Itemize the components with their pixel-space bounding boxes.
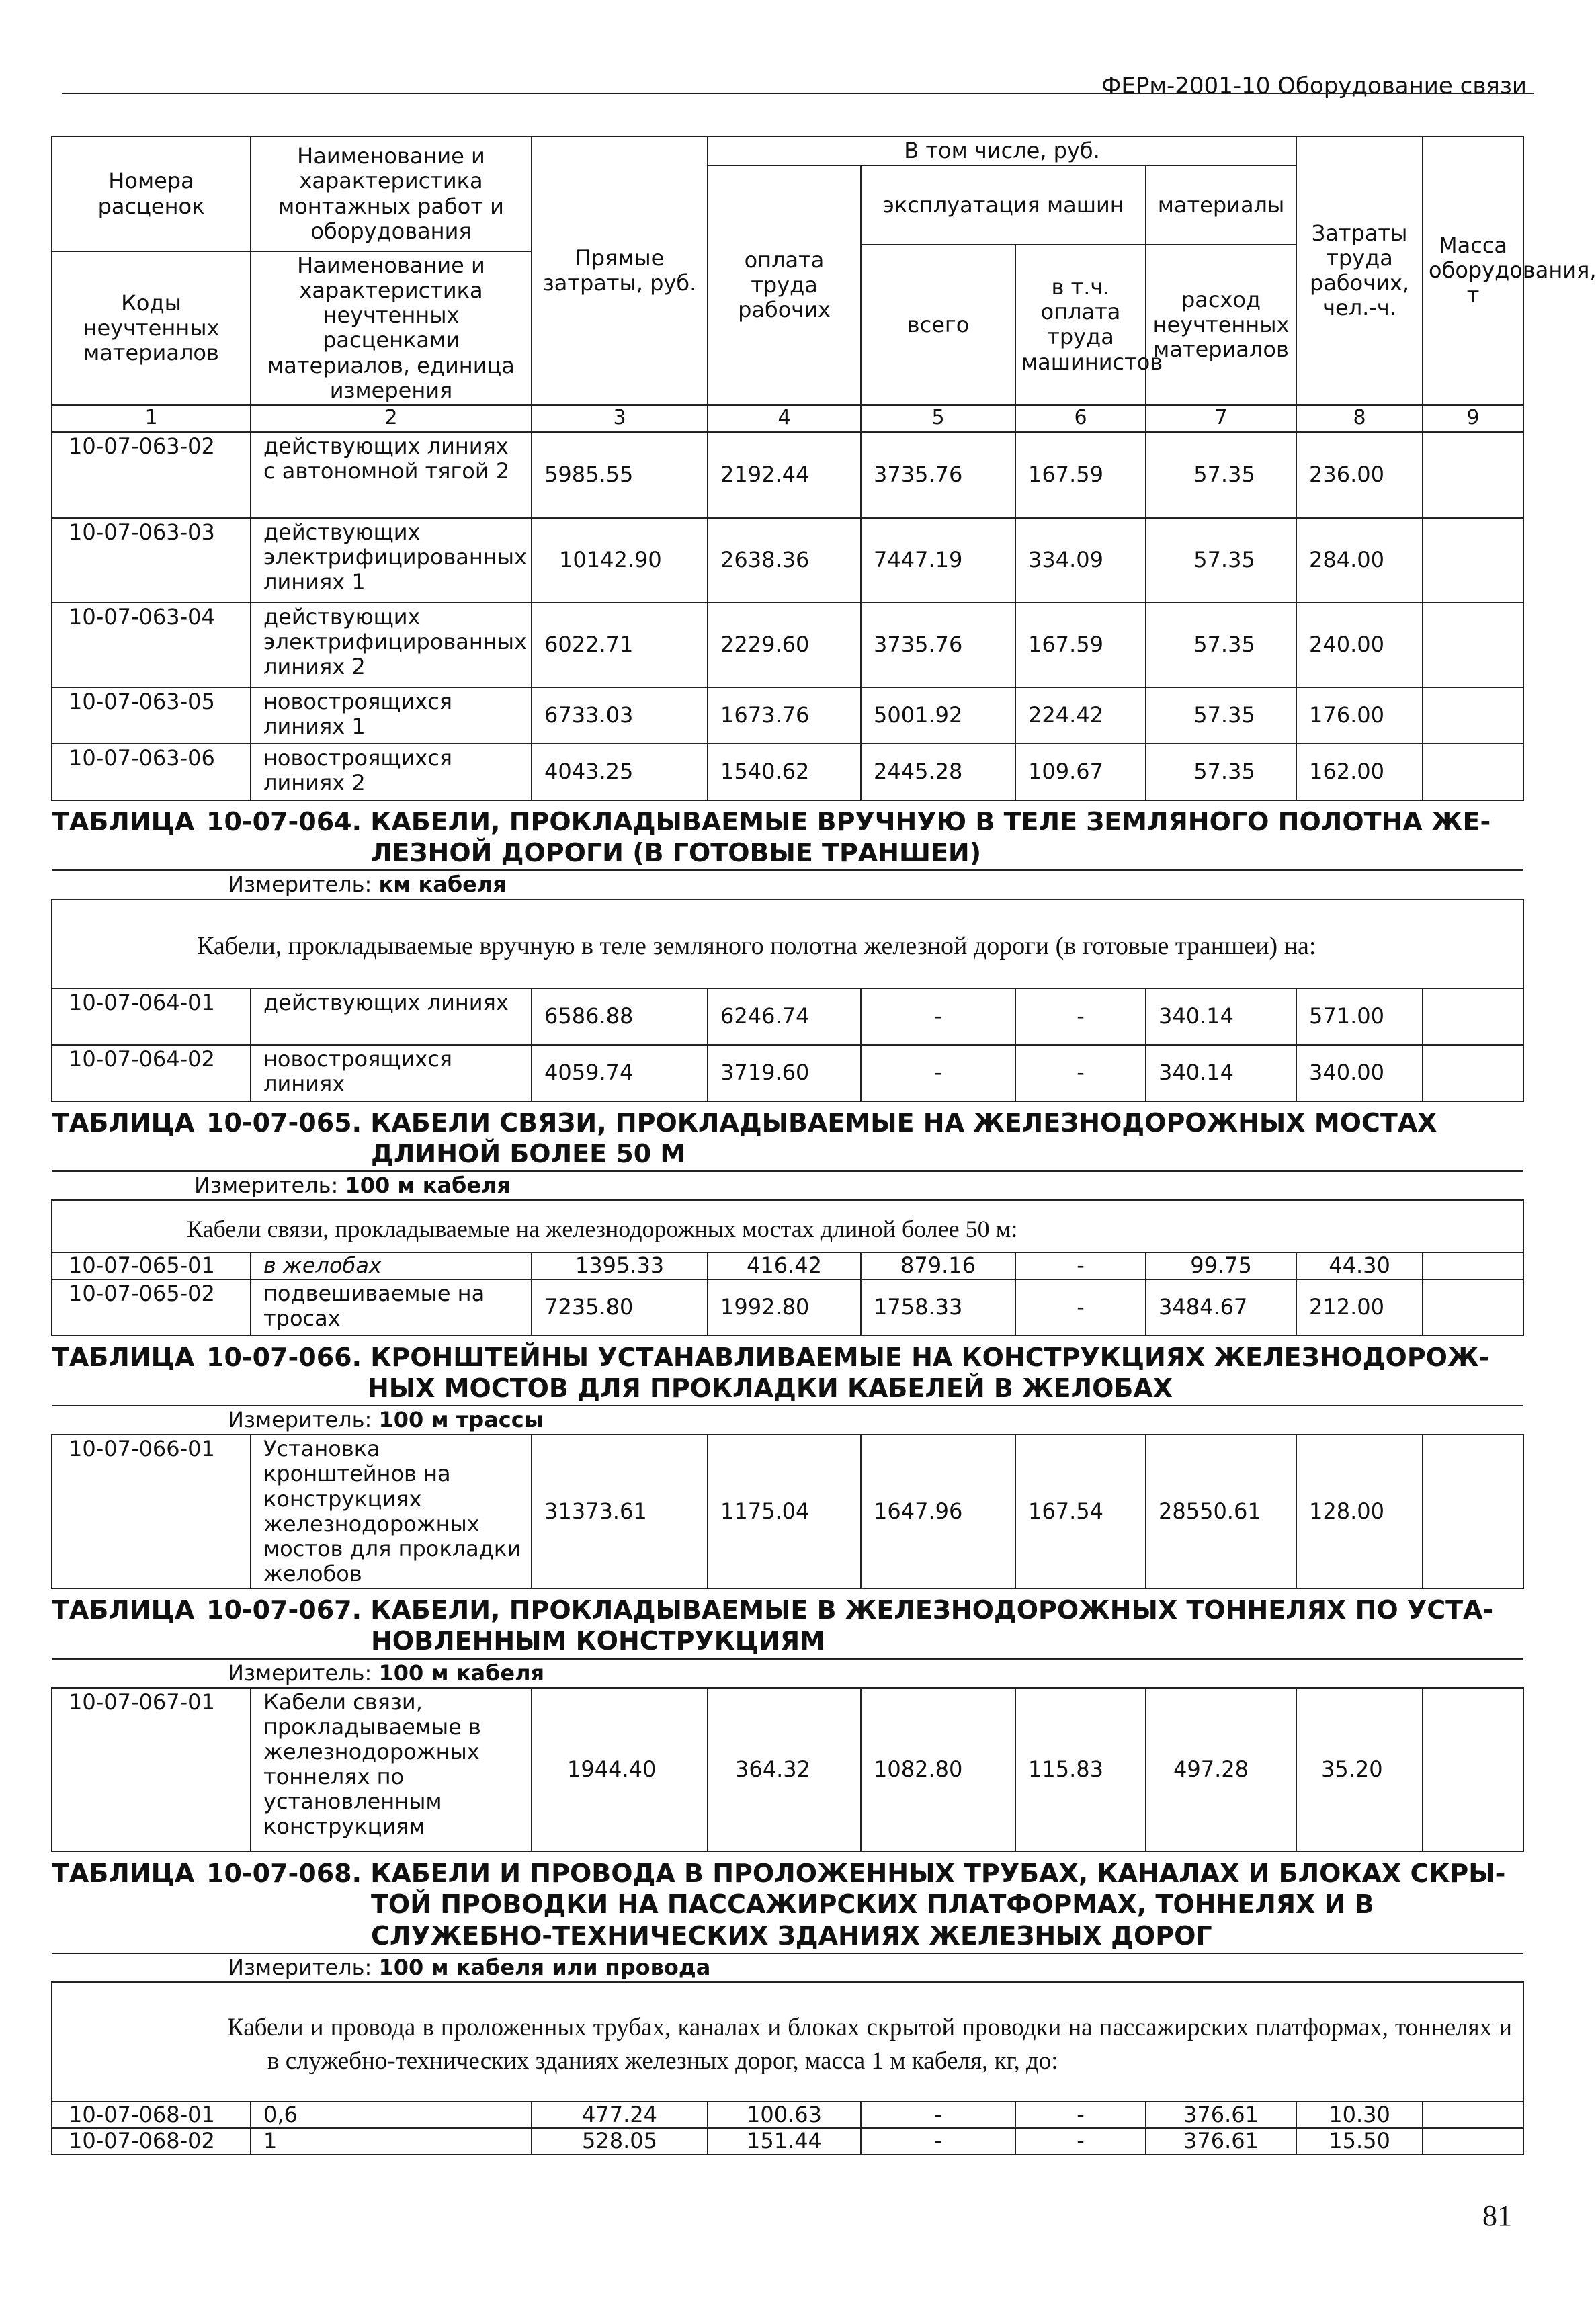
table-title-line1: 10-07-065. КАБЕЛИ СВЯЗИ, ПРОКЛАДЫВАЕМЫЕ НА ЖЕЛЕЗНОДОРОЖНЫХ МОСТАХ bbox=[206, 1107, 1437, 1138]
group-heading: Кабели и провода в проложенных трубах, каналах и блоках скрытой проводки на пассажирских платформах, тоннелях и в служебно-технических зданиях железных дорог, масса 1 м кабеля, кг, до: bbox=[52, 1982, 1523, 2102]
machines-wages: - bbox=[1015, 1252, 1146, 1279]
table-label: ТАБЛИЦА bbox=[52, 806, 195, 837]
rate-name: 0,6 bbox=[251, 2102, 532, 2128]
direct-cost: 1944.40 bbox=[532, 1688, 708, 1852]
header-machines-total: всего bbox=[861, 245, 1015, 405]
labor: 340.00 bbox=[1296, 1045, 1423, 1101]
wages: 100.63 bbox=[708, 2102, 861, 2128]
meter-row-068 bbox=[52, 1953, 1523, 1982]
machines-wages: - bbox=[1015, 2102, 1146, 2128]
materials: 28550.61 bbox=[1146, 1435, 1296, 1588]
table-title-line1: 10-07-066. КРОНШТЕЙНЫ УСТАНАВЛИВАЕМЫЕ НА КОНСТРУКЦИЯХ ЖЕЛЕЗНОДОРОЖ- bbox=[206, 1342, 1490, 1372]
colnum: 6 bbox=[1015, 405, 1146, 432]
table-title-rest: НОВЛЕННЫМ КОНСТРУКЦИЯМ bbox=[371, 1626, 825, 1656]
direct-cost: 6733.03 bbox=[532, 687, 708, 744]
header-labor: Затраты труда рабочих, чел.-ч. bbox=[1296, 136, 1423, 405]
meter-unit: 100 м кабеля или провода bbox=[378, 1954, 711, 1980]
wages: 1992.80 bbox=[708, 1279, 861, 1336]
wages: 1540.62 bbox=[708, 744, 861, 800]
direct-cost: 6586.88 bbox=[532, 988, 708, 1045]
header-codes-bottom: Коды неучтенных материалов bbox=[52, 251, 251, 405]
rate-name: новостроящихся линиях 2 bbox=[251, 744, 532, 800]
table-title-line1: 10-07-068. КАБЕЛИ И ПРОВОДА В ПРОЛОЖЕННЫХ ТРУБАХ, КАНАЛАХ И БЛОКАХ СКРЫ- bbox=[206, 1858, 1506, 1888]
machines-total: 3735.76 bbox=[861, 432, 1015, 518]
labor: 212.00 bbox=[1296, 1279, 1423, 1336]
wages: 2638.36 bbox=[708, 518, 861, 603]
table-row bbox=[52, 1045, 1523, 1101]
materials: 376.61 bbox=[1146, 2128, 1296, 2154]
direct-cost: 4059.74 bbox=[532, 1045, 708, 1101]
machines-total: - bbox=[861, 1045, 1015, 1101]
header-mass: Масса оборудования, т bbox=[1423, 136, 1523, 405]
materials: 57.35 bbox=[1146, 603, 1296, 687]
table-label: ТАБЛИЦА bbox=[52, 1858, 195, 1888]
header-machines: эксплуатация машин bbox=[861, 165, 1146, 245]
table-row bbox=[52, 1688, 1523, 1852]
direct-cost: 528.05 bbox=[532, 2128, 708, 2154]
rate-code: 10-07-064-01 bbox=[52, 988, 251, 1045]
materials: 497.28 bbox=[1146, 1688, 1296, 1852]
colnum: 9 bbox=[1423, 405, 1523, 432]
header-materials-unaccounted: расход неучтенных материалов bbox=[1146, 245, 1296, 405]
rate-name: Кабели связи, прокладываемые в железнодорожных тоннелях по установленным конструкциям bbox=[251, 1688, 532, 1852]
colnum: 4 bbox=[708, 405, 861, 432]
page-number: 81 bbox=[1482, 2199, 1512, 2232]
direct-cost: 31373.61 bbox=[532, 1435, 708, 1588]
meter-label: Измеритель: bbox=[194, 1173, 339, 1199]
machines-total: 5001.92 bbox=[861, 687, 1015, 744]
wages: 1673.76 bbox=[708, 687, 861, 744]
table-label: ТАБЛИЦА bbox=[52, 1342, 195, 1372]
rate-code: 10-07-063-06 bbox=[52, 744, 251, 800]
labor: 15.50 bbox=[1296, 2128, 1423, 2154]
meter-unit: км кабеля bbox=[378, 871, 507, 898]
rate-code: 10-07-063-04 bbox=[52, 603, 251, 687]
machines-total: 879.16 bbox=[861, 1252, 1015, 1279]
header-name-bottom: Наименование и характеристика неучтенных расценками материалов, единица измерения bbox=[251, 251, 532, 405]
table-row bbox=[52, 432, 1523, 518]
table-row bbox=[52, 988, 1523, 1045]
machines-wages: 115.83 bbox=[1015, 1688, 1146, 1852]
table-row bbox=[52, 687, 1523, 744]
mass bbox=[1423, 1252, 1523, 1279]
header-rule bbox=[62, 93, 1534, 94]
rate-name: 1 bbox=[251, 2128, 532, 2154]
meter-row-067 bbox=[52, 1659, 1523, 1688]
labor: 176.00 bbox=[1296, 687, 1423, 744]
header-codes-top: Номера расценок bbox=[52, 136, 251, 251]
group-heading: Кабели связи, прокладываемые на железнодорожных мостах длиной более 50 м: bbox=[52, 1200, 1523, 1252]
rate-name: новостроящихся линиях bbox=[251, 1045, 532, 1101]
rate-name: подвешиваемые на тросах bbox=[251, 1279, 532, 1336]
colnum: 3 bbox=[532, 405, 708, 432]
mass bbox=[1423, 744, 1523, 800]
table-row bbox=[52, 1252, 1523, 1279]
rate-name: в желобах bbox=[251, 1252, 532, 1279]
machines-wages: - bbox=[1015, 988, 1146, 1045]
materials: 99.75 bbox=[1146, 1252, 1296, 1279]
machines-wages: 334.09 bbox=[1015, 518, 1146, 603]
rate-code: 10-07-065-01 bbox=[52, 1252, 251, 1279]
table-title-068 bbox=[52, 1852, 1523, 1953]
mass bbox=[1423, 1279, 1523, 1336]
machines-total: 3735.76 bbox=[861, 603, 1015, 687]
mass bbox=[1423, 1435, 1523, 1588]
labor: 240.00 bbox=[1296, 603, 1423, 687]
meter-label: Измеритель: bbox=[228, 871, 372, 898]
direct-cost: 10142.90 bbox=[532, 518, 708, 603]
machines-wages: - bbox=[1015, 1279, 1146, 1336]
rate-code: 10-07-065-02 bbox=[52, 1279, 251, 1336]
rate-name: действующих линиях bbox=[251, 988, 532, 1045]
rate-code: 10-07-068-01 bbox=[52, 2102, 251, 2128]
table-title-064 bbox=[52, 800, 1523, 871]
direct-cost: 7235.80 bbox=[532, 1279, 708, 1336]
rate-name: действующих линиях с автономной тягой 2 bbox=[251, 432, 532, 518]
direct-cost: 5985.55 bbox=[532, 432, 708, 518]
machines-total: 1082.80 bbox=[861, 1688, 1015, 1852]
meter-row-066 bbox=[52, 1406, 1523, 1435]
machines-total: - bbox=[861, 2102, 1015, 2128]
rate-code: 10-07-063-02 bbox=[52, 432, 251, 518]
mass bbox=[1423, 1688, 1523, 1852]
direct-cost: 4043.25 bbox=[532, 744, 708, 800]
rate-code: 10-07-068-02 bbox=[52, 2128, 251, 2154]
machines-wages: - bbox=[1015, 1045, 1146, 1101]
table-row bbox=[52, 518, 1523, 603]
header-including: В том числе, руб. bbox=[708, 136, 1296, 165]
rate-name: действующих электрифицированных линиях 2 bbox=[251, 603, 532, 687]
wages: 3719.60 bbox=[708, 1045, 861, 1101]
colnum: 5 bbox=[861, 405, 1015, 432]
materials: 57.35 bbox=[1146, 518, 1296, 603]
labor: 10.30 bbox=[1296, 2102, 1423, 2128]
direct-cost: 6022.71 bbox=[532, 603, 708, 687]
column-numbers bbox=[52, 405, 1523, 432]
mass bbox=[1423, 432, 1523, 518]
colnum: 8 bbox=[1296, 405, 1423, 432]
table-title-rest: ТОЙ ПРОВОДКИ НА ПАССАЖИРСКИХ ПЛАТФОРМАХ, ТОННЕЛЯХ И В СЛУЖЕБНО-ТЕХНИЧЕСКИХ ЗДАНИЯХ ЖЕЛЕЗНЫХ ДОРОГ bbox=[371, 1889, 1374, 1951]
group-row-068 bbox=[52, 1982, 1523, 2102]
wages: 364.32 bbox=[708, 1688, 861, 1852]
table-row bbox=[52, 2128, 1523, 2154]
wages: 6246.74 bbox=[708, 988, 861, 1045]
labor: 44.30 bbox=[1296, 1252, 1423, 1279]
mass bbox=[1423, 518, 1523, 603]
colnum: 1 bbox=[52, 405, 251, 432]
table-label: ТАБЛИЦА bbox=[52, 1107, 195, 1138]
rate-code: 10-07-067-01 bbox=[52, 1688, 251, 1852]
mass bbox=[1423, 687, 1523, 744]
labor: 128.00 bbox=[1296, 1435, 1423, 1588]
mass bbox=[1423, 603, 1523, 687]
meter-row-065 bbox=[52, 1171, 1523, 1200]
direct-cost: 477.24 bbox=[532, 2102, 708, 2128]
header-machines-wages: в т.ч. оплата труда машинистов bbox=[1015, 245, 1146, 405]
wages: 416.42 bbox=[708, 1252, 861, 1279]
meter-label: Измеритель: bbox=[228, 1660, 372, 1686]
rate-code: 10-07-063-03 bbox=[52, 518, 251, 603]
table-row bbox=[52, 1435, 1523, 1588]
wages: 1175.04 bbox=[708, 1435, 861, 1588]
group-heading: Кабели, прокладываемые вручную в теле земляного полотна железной дороги (в готовые траншеи) на: bbox=[52, 900, 1523, 988]
labor: 162.00 bbox=[1296, 744, 1423, 800]
header-row-1 bbox=[52, 136, 1523, 165]
machines-total: - bbox=[861, 2128, 1015, 2154]
machines-wages: 167.54 bbox=[1015, 1435, 1146, 1588]
machines-total: 1647.96 bbox=[861, 1435, 1015, 1588]
machines-total: 1758.33 bbox=[861, 1279, 1015, 1336]
table-title-rest: НЫХ МОСТОВ ДЛЯ ПРОКЛАДКИ КАБЕЛЕЙ В ЖЕЛОБАХ bbox=[368, 1373, 1173, 1403]
mass bbox=[1423, 1045, 1523, 1101]
materials: 376.61 bbox=[1146, 2102, 1296, 2128]
rate-name: действующих электрифицированных линиях 1 bbox=[251, 518, 532, 603]
table-title-rest: ЛЕЗНОЙ ДОРОГИ (В ГОТОВЫЕ ТРАНШЕИ) bbox=[371, 838, 982, 868]
mass bbox=[1423, 2128, 1523, 2154]
materials: 57.35 bbox=[1146, 687, 1296, 744]
table-row bbox=[52, 744, 1523, 800]
wages: 151.44 bbox=[708, 2128, 861, 2154]
meter-label: Измеритель: bbox=[228, 1954, 372, 1980]
machines-wages: - bbox=[1015, 2128, 1146, 2154]
rate-code: 10-07-063-05 bbox=[52, 687, 251, 744]
labor: 236.00 bbox=[1296, 432, 1423, 518]
materials: 57.35 bbox=[1146, 432, 1296, 518]
materials: 3484.67 bbox=[1146, 1279, 1296, 1336]
meter-unit: 100 м трассы bbox=[378, 1407, 544, 1433]
machines-total: 2445.28 bbox=[861, 744, 1015, 800]
table-label: ТАБЛИЦА bbox=[52, 1595, 195, 1625]
labor: 284.00 bbox=[1296, 518, 1423, 603]
machines-wages: 109.67 bbox=[1015, 744, 1146, 800]
header-name-top: Наименование и характеристика монтажных работ и оборудования bbox=[251, 136, 532, 251]
labor: 35.20 bbox=[1296, 1688, 1423, 1852]
table-title-line1: 10-07-064. КАБЕЛИ, ПРОКЛАДЫВАЕМЫЕ ВРУЧНУЮ В ТЕЛЕ ЗЕМЛЯНОГО ПОЛОТНА ЖЕ- bbox=[206, 806, 1491, 837]
colnum: 2 bbox=[251, 405, 532, 432]
materials: 57.35 bbox=[1146, 744, 1296, 800]
colnum: 7 bbox=[1146, 405, 1296, 432]
rate-code: 10-07-064-02 bbox=[52, 1045, 251, 1101]
table-row bbox=[52, 1279, 1523, 1336]
machines-wages: 167.59 bbox=[1015, 603, 1146, 687]
rate-code: 10-07-066-01 bbox=[52, 1435, 251, 1588]
meter-label: Измеритель: bbox=[228, 1407, 372, 1433]
table-row bbox=[52, 603, 1523, 687]
wages: 2229.60 bbox=[708, 603, 861, 687]
rate-name: новостроящихся линиях 1 bbox=[251, 687, 532, 744]
materials: 340.14 bbox=[1146, 1045, 1296, 1101]
header-direct: Прямые затраты, руб. bbox=[532, 136, 708, 405]
direct-cost: 1395.33 bbox=[532, 1252, 708, 1279]
table-title-066 bbox=[52, 1336, 1523, 1406]
header-materials: материалы bbox=[1146, 165, 1296, 245]
table-title-rest: ДЛИНОЙ БОЛЕЕ 50 М bbox=[371, 1138, 686, 1168]
labor: 571.00 bbox=[1296, 988, 1423, 1045]
group-row-065 bbox=[52, 1200, 1523, 1252]
meter-unit: 100 м кабеля bbox=[378, 1660, 545, 1686]
meter-unit: 100 м кабеля bbox=[345, 1173, 511, 1199]
machines-wages: 167.59 bbox=[1015, 432, 1146, 518]
machines-wages: 224.42 bbox=[1015, 687, 1146, 744]
wages: 2192.44 bbox=[708, 432, 861, 518]
mass bbox=[1423, 988, 1523, 1045]
table-row bbox=[52, 2102, 1523, 2128]
machines-total: - bbox=[861, 988, 1015, 1045]
rates-table bbox=[51, 136, 1596, 2155]
header-wages: оплата труда рабочих bbox=[708, 165, 861, 405]
table-title-line1: 10-07-067. КАБЕЛИ, ПРОКЛАДЫВАЕМЫЕ В ЖЕЛЕЗНОДОРОЖНЫХ ТОННЕЛЯХ ПО УСТА- bbox=[206, 1595, 1494, 1625]
group-row-064 bbox=[52, 900, 1523, 988]
rate-name: Установка кронштейнов на конструкциях железнодорожных мостов для прокладки желобов bbox=[251, 1435, 532, 1588]
machines-total: 7447.19 bbox=[861, 518, 1015, 603]
meter-row-064 bbox=[52, 870, 1523, 899]
running-header: ФЕРм-2001-10 Оборудование связи bbox=[1101, 73, 1527, 99]
table-title-065 bbox=[52, 1101, 1523, 1172]
materials: 340.14 bbox=[1146, 988, 1296, 1045]
mass bbox=[1423, 2102, 1523, 2128]
table-title-067 bbox=[52, 1588, 1523, 1659]
